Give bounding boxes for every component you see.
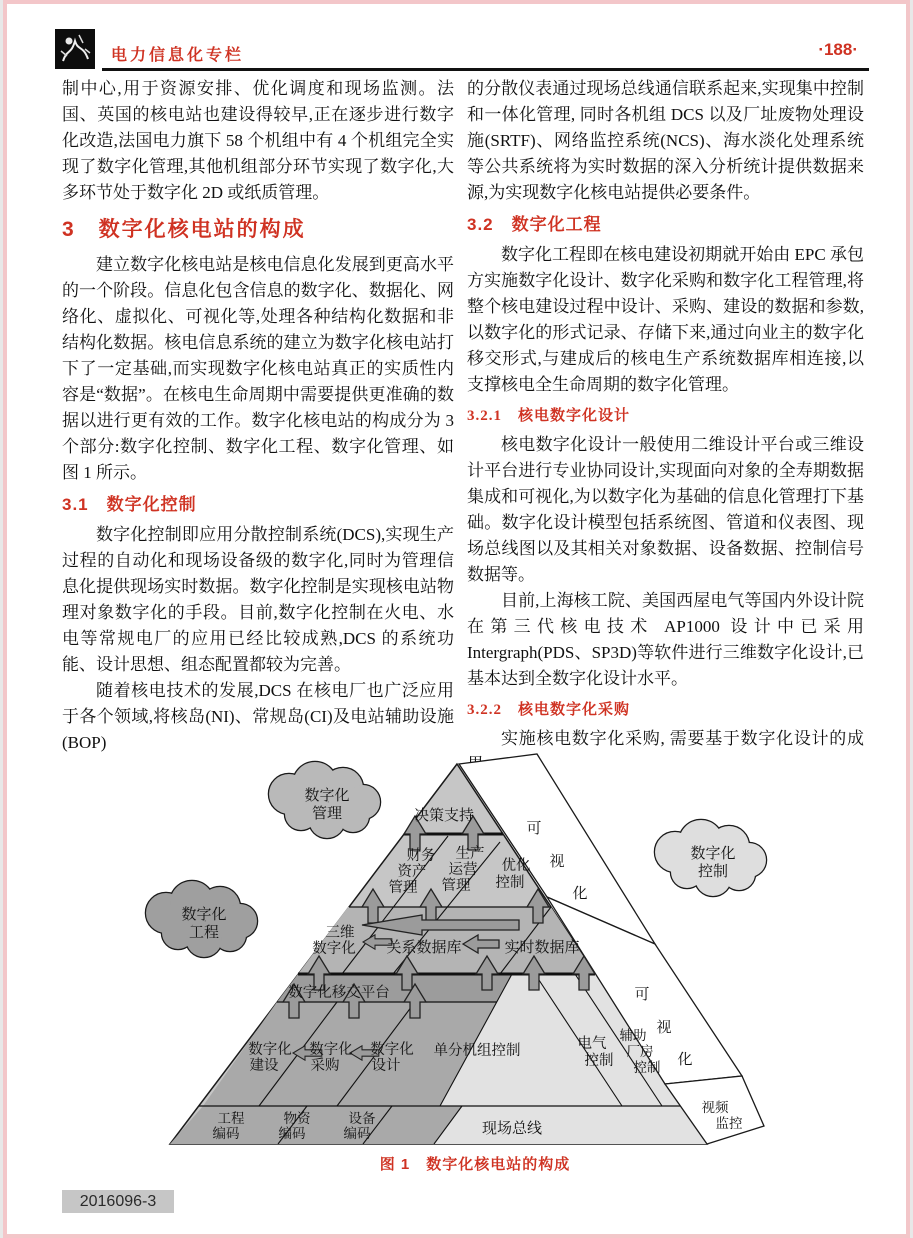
paragraph: 建立数字化核电站是核电信息化发展到更高水平的一个阶段。信息化包含信息的数字化、数据化、网络化、虚拟化、可视化等,处理各种结构化数据和非结构化数据。核电信息系统的建立为数字化核电站打下了一定基础,而实现数字化核电站真正的实质性内容是“数据”。在核电生命周期中需要提供更准确的数据以进行更有效的工作。数字化核电站的构成分为 3 个部分:数字化控制、数字化工程、数字化管理、如图 1 所示。 bbox=[62, 255, 454, 482]
paragraph: 核电数字化设计一般使用二维设计平台或三维设计平台进行专业协同设计,实现面向对象的全寿期数据集成和可视化,为以数字化为基础的信息化管理打下基础。数字化设计模型包括系统图、管道和仪表图、现场总线图以及其相关对象数据、设备数据、控制信号数据等。 bbox=[467, 435, 864, 584]
relational-db-label: 关系数据库 bbox=[386, 939, 462, 956]
realtime-db-label: 实时数据库 bbox=[504, 939, 580, 956]
paragraph: 的分散仪表通过现场总线通信联系起来,实现集中控制和一体化管理, 同时各机组 DCS 以及厂址废物处理设施(SRTF)、网络监控系统(NCS)、海水淡化处理系统等公共系统将为实时数据的深入分析统计提供数据来源,为实现数字化核电站提供必要条件。 bbox=[467, 79, 864, 202]
svg-text:三维: 三维 bbox=[325, 925, 355, 941]
document-number-badge bbox=[62, 1190, 174, 1213]
section-heading-3-1: 3.1 数字化控制 bbox=[62, 495, 197, 514]
svg-text:可: 可 bbox=[634, 986, 650, 1003]
svg-text:视: 视 bbox=[656, 1019, 672, 1036]
pyramid bbox=[170, 754, 764, 1144]
three-d-digital-label bbox=[312, 924, 356, 957]
section-heading-3-2-2: 3.2.2 核电数字化采购 bbox=[467, 702, 631, 718]
svg-text:运营: 运营 bbox=[448, 862, 478, 878]
svg-text:数字化: 数字化 bbox=[690, 845, 736, 862]
svg-text:厂房: 厂房 bbox=[626, 1044, 654, 1059]
paragraph: 制中心,用于资源安排、优化调度和现场监测。法国、英国的核电站也建设得较早,正在逐步进行数字化改造,法国电力旗下 58 个机组中有 4 个机组完全实现了数字化管理,其他机组部分环节实现了数字化,大多环节处于数字化 2D 或纸质管理。 bbox=[62, 79, 454, 202]
svg-text:管理: 管理 bbox=[441, 878, 471, 894]
cloud-digital-management bbox=[269, 762, 380, 838]
svg-text:设计: 设计 bbox=[371, 1058, 401, 1074]
svg-text:数字化: 数字化 bbox=[309, 1042, 353, 1058]
svg-text:可: 可 bbox=[526, 820, 542, 837]
svg-text:化: 化 bbox=[572, 885, 588, 902]
svg-text:编码: 编码 bbox=[212, 1126, 240, 1141]
figure-1-diagram bbox=[7, 742, 913, 1174]
svg-text:数字化: 数字化 bbox=[312, 941, 356, 957]
svg-text:控制: 控制 bbox=[495, 875, 525, 891]
header-rule bbox=[102, 68, 869, 71]
paragraph: 数字化工程即在核电建设初期就开始由 EPC 承包方实施数字化设计、数字化采购和数字化工程管理,将整个核电建设过程中设计、采购、建设的数据和参数,以数字化的形式记录、存储下来,通过向业主的数字化移交形式,与建成后的核电生产系统数据库相连接,以支撑核电全生命周期的数字化管理。 bbox=[467, 245, 864, 394]
svg-text:控制: 控制 bbox=[584, 1053, 614, 1069]
svg-text:视频: 视频 bbox=[701, 1100, 729, 1115]
svg-text:控制: 控制 bbox=[633, 1060, 661, 1075]
svg-text:控制: 控制 bbox=[697, 863, 729, 880]
cloud-digital-engineering bbox=[146, 881, 257, 957]
svg-text:编码: 编码 bbox=[343, 1126, 371, 1141]
journal-logo-icon bbox=[55, 29, 95, 69]
cloud-digital-control bbox=[655, 820, 766, 896]
svg-text:采购: 采购 bbox=[310, 1058, 340, 1074]
svg-text:数字化: 数字化 bbox=[304, 787, 350, 804]
svg-text:优化: 优化 bbox=[501, 858, 531, 874]
unit-control-label: 单分机组控制 bbox=[433, 1043, 521, 1059]
section-heading-3: 3 数字化核电站的构成 bbox=[62, 218, 306, 241]
right-column bbox=[467, 76, 864, 748]
paragraph: 实施核电数字化采购, 需要基于数字化设计的成 bbox=[501, 729, 864, 748]
svg-text:建设: 建设 bbox=[249, 1058, 279, 1074]
figure-caption: 图 1 数字化核电站的构成 bbox=[379, 1156, 571, 1173]
svg-text:数字化: 数字化 bbox=[181, 906, 227, 923]
svg-text:工程: 工程 bbox=[217, 1111, 245, 1126]
section-heading-3-2: 3.2 数字化工程 bbox=[467, 215, 602, 234]
svg-text:财务: 财务 bbox=[406, 848, 436, 864]
svg-text:数字化: 数字化 bbox=[370, 1042, 414, 1058]
svg-text:视: 视 bbox=[549, 853, 565, 870]
svg-text:管理: 管理 bbox=[388, 880, 418, 896]
svg-text:数字化: 数字化 bbox=[248, 1042, 292, 1058]
svg-text:管理: 管理 bbox=[311, 805, 343, 822]
svg-text:化: 化 bbox=[677, 1051, 693, 1068]
column-title: 电力信息化专栏 bbox=[111, 47, 245, 64]
svg-text:设备: 设备 bbox=[348, 1111, 376, 1126]
handover-platform-label: 数字化移交平台 bbox=[288, 985, 390, 1001]
fieldbus-band bbox=[434, 1106, 707, 1144]
decision-support-label: 决策支持 bbox=[413, 807, 475, 824]
svg-text:工程: 工程 bbox=[188, 924, 220, 941]
paragraph: 随着核电技术的发展,DCS 在核电厂也广泛应用于各个领域,将核岛(NI)、常规岛(CI)及电站辅助设施(BOP) bbox=[62, 681, 454, 752]
svg-text:编码: 编码 bbox=[278, 1126, 306, 1141]
document-number: 2016096-3 bbox=[79, 1192, 157, 1210]
section-heading-3-2-1: 3.2.1 核电数字化设计 bbox=[467, 408, 631, 424]
svg-text:物资: 物资 bbox=[283, 1111, 311, 1126]
svg-text:监控: 监控 bbox=[715, 1116, 743, 1131]
svg-text:辅助: 辅助 bbox=[619, 1028, 647, 1043]
scanned-paper-page bbox=[3, 0, 910, 1238]
fieldbus-label: 现场总线 bbox=[481, 1120, 543, 1137]
svg-text:生产: 生产 bbox=[455, 846, 485, 862]
page-number: ·188· bbox=[818, 40, 858, 59]
svg-text:电气: 电气 bbox=[577, 1036, 607, 1052]
left-column bbox=[62, 76, 454, 752]
paragraph: 目前,上海核工院、美国西屋电气等国内外设计院在第三代核电技术 AP1000 设计中已采用 Intergraph(PDS、SP3D)等软件进行三维数字化设计,已基本达到全数字化设计水平。 bbox=[467, 591, 864, 688]
svg-text:资产: 资产 bbox=[397, 864, 427, 880]
paragraph: 数字化控制即应用分散控制系统(DCS),实现生产过程的自动化和现场设备级的数字化,同时为管理信息化提供现场实时数据。数字化控制是实现核电站物理对象数字化的手段。目前,数字化控制在火电、水电等常规电厂的应用已经比较成熟,DCS 的系统功能、设计思想、组态配置都较为完善。 bbox=[62, 525, 454, 674]
